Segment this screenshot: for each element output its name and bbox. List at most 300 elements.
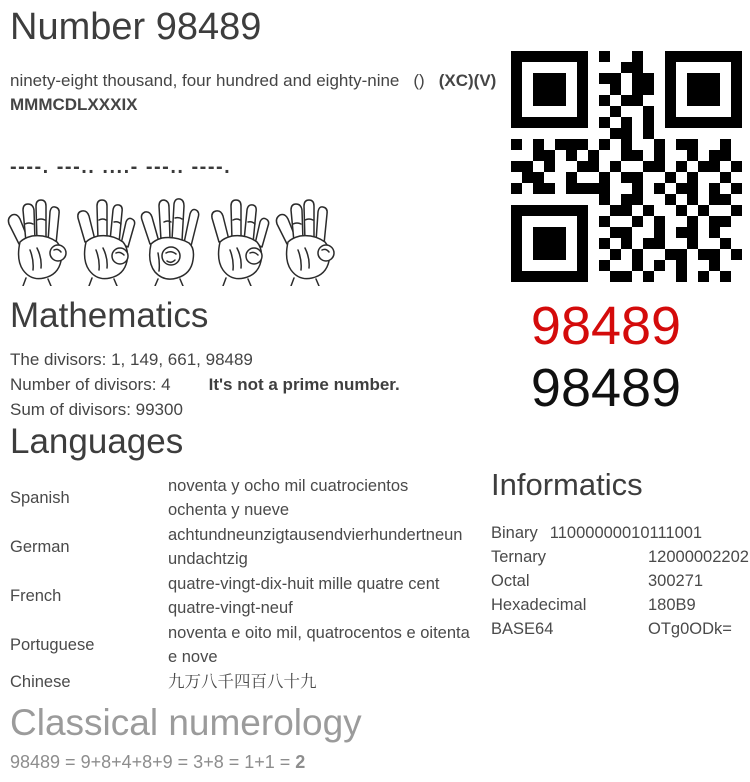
qr-module [643,271,654,282]
qr-module [731,249,742,260]
qr-module [555,205,566,216]
qr-module [533,128,544,139]
qr-module [654,106,665,117]
qr-module [709,271,720,282]
language-row [10,523,472,571]
qr-module [544,183,555,194]
qr-module [599,238,610,249]
qr-module [632,62,643,73]
qr-module [522,271,533,282]
qr-module [632,194,643,205]
informatics-value: 180B9 [648,596,696,614]
qr-module [632,161,643,172]
qr-module [687,161,698,172]
qr-module [720,216,731,227]
qr-module [709,150,720,161]
language-value: 九万八千四百八十九 [168,673,317,691]
qr-module [632,216,643,227]
qr-module [643,128,654,139]
qr-module [654,260,665,271]
qr-module [632,106,643,117]
language-row [10,621,472,669]
qr-module [687,106,698,117]
qr-module [522,117,533,128]
qr-module [610,172,621,183]
qr-module [566,62,577,73]
qr-module [632,128,643,139]
qr-module [709,139,720,150]
qr-module [533,172,544,183]
qr-module [709,183,720,194]
qr-module [588,95,599,106]
qr-module [544,238,555,249]
qr-module [654,128,665,139]
qr-module [654,139,665,150]
qr-module [621,117,632,128]
qr-module [511,271,522,282]
numerology-equation [10,752,305,773]
language-label: German [10,537,70,556]
qr-module [731,271,742,282]
qr-module [621,106,632,117]
qr-module [643,260,654,271]
hand-sign-4-icon [140,198,206,286]
qr-module [566,128,577,139]
qr-module [643,227,654,238]
qr-module [687,216,698,227]
qr-module [687,128,698,139]
qr-module [566,205,577,216]
qr-module [731,161,742,172]
qr-module [687,62,698,73]
informatics-heading: Informatics [491,467,643,502]
number-in-words-block [10,69,530,117]
qr-module [610,106,621,117]
qr-module [687,51,698,62]
qr-module [632,95,643,106]
qr-module [566,150,577,161]
qr-module [599,194,610,205]
qr-module [621,260,632,271]
qr-module [720,62,731,73]
qr-module [522,216,533,227]
qr-module [676,106,687,117]
number-display-red: 98489 [530,296,682,356]
language-row [10,670,472,694]
qr-module [654,249,665,260]
qr-module [511,183,522,194]
qr-module [731,227,742,238]
qr-module [720,117,731,128]
qr-module [511,260,522,271]
qr-module [643,249,654,260]
qr-module [720,139,731,150]
qr-module [610,183,621,194]
qr-module [566,172,577,183]
qr-module [588,117,599,128]
qr-module [577,271,588,282]
qr-module [709,260,720,271]
qr-module [632,139,643,150]
qr-module [621,183,632,194]
qr-module [588,139,599,150]
qr-module [665,128,676,139]
qr-module [643,205,654,216]
informatics-row [491,521,749,545]
language-label: French [10,586,62,605]
qr-module [676,73,687,84]
hand-sign-9-icon [274,198,340,286]
qr-module [511,128,522,139]
qr-module [555,84,566,95]
qr-module [643,51,654,62]
qr-module [566,260,577,271]
qr-module [698,128,709,139]
qr-module [610,216,621,227]
informatics-row [491,593,749,617]
qr-module [566,194,577,205]
qr-module [555,73,566,84]
qr-module [566,73,577,84]
qr-module [698,139,709,150]
qr-module [566,84,577,95]
qr-module [698,150,709,161]
qr-module [676,205,687,216]
qr-module [522,73,533,84]
prime-note: It's not a prime number. [208,375,400,394]
qr-module [599,183,610,194]
qr-module [577,51,588,62]
language-value: noventa y ocho mil cuatrocientos ochenta y nueve [168,477,409,519]
qr-module [555,238,566,249]
informatics-label: Octal [491,572,530,590]
qr-module [533,95,544,106]
qr-module [544,95,555,106]
qr-module [555,227,566,238]
qr-module [720,238,731,249]
qr-module [577,172,588,183]
qr-module [599,271,610,282]
numerology-result: 2 [295,752,306,772]
qr-module [632,150,643,161]
qr-module [621,271,632,282]
qr-module [676,84,687,95]
informatics-label: Hexadecimal [491,596,587,614]
qr-module [731,260,742,271]
qr-module [687,238,698,249]
qr-module [555,95,566,106]
qr-module [544,51,555,62]
qr-module [533,216,544,227]
qr-module [511,194,522,205]
informatics-row [491,617,749,641]
qr-module [665,249,676,260]
qr-module [621,205,632,216]
qr-module [555,216,566,227]
qr-module [654,117,665,128]
informatics-label: Ternary [491,548,547,566]
qr-module [511,139,522,150]
qr-module [610,161,621,172]
qr-module [665,62,676,73]
qr-module [698,249,709,260]
language-value: quatre-vingt-dix-huit mille quatre cent quatre-vingt-neuf [168,575,440,617]
qr-module [731,238,742,249]
qr-module [610,84,621,95]
informatics-value: OTg0ODk= [648,620,732,638]
qr-module [577,238,588,249]
qr-module [511,51,522,62]
qr-module [665,194,676,205]
qr-module [698,117,709,128]
qr-module [555,172,566,183]
qr-module [555,139,566,150]
qr-module [720,51,731,62]
qr-module [632,271,643,282]
qr-module [654,161,665,172]
qr-module [676,51,687,62]
informatics-label: Binary [491,524,538,542]
qr-module [687,194,698,205]
qr-module [698,271,709,282]
qr-module [566,95,577,106]
qr-module [665,172,676,183]
qr-module [610,51,621,62]
mathematics-facts [10,347,400,422]
qr-module [555,161,566,172]
qr-module [610,139,621,150]
qr-module [687,139,698,150]
qr-module [676,139,687,150]
qr-module [577,205,588,216]
qr-module [698,205,709,216]
qr-module [533,84,544,95]
qr-module [610,194,621,205]
qr-module [665,183,676,194]
qr-module [544,84,555,95]
qr-module [621,62,632,73]
qr-module [731,216,742,227]
qr-module [621,172,632,183]
qr-module [621,161,632,172]
qr-module [599,150,610,161]
empty-parens: () [413,71,425,90]
qr-module [533,117,544,128]
qr-module [599,95,610,106]
qr-module [665,150,676,161]
qr-module [533,62,544,73]
qr-module [522,84,533,95]
qr-module [577,139,588,150]
sum-of-divisors-line: Sum of divisors: 99300 [10,400,183,419]
qr-module [731,139,742,150]
qr-module [720,84,731,95]
qr-module [720,205,731,216]
qr-module [709,62,720,73]
qr-module [643,194,654,205]
qr-module [544,150,555,161]
qr-module [533,161,544,172]
qr-module [698,183,709,194]
qr-module [698,238,709,249]
qr-module [665,139,676,150]
qr-module [643,150,654,161]
hand-sign-9-icon [6,198,72,286]
qr-module [599,260,610,271]
language-label: Portuguese [10,635,95,654]
qr-module [698,62,709,73]
qr-module [731,73,742,84]
qr-module [522,249,533,260]
qr-module [643,172,654,183]
qr-module [599,161,610,172]
qr-module [720,183,731,194]
qr-module [676,161,687,172]
qr-module [566,271,577,282]
qr-module [588,172,599,183]
qr-module [687,227,698,238]
qr-module [654,194,665,205]
qr-module [676,249,687,260]
qr-module [610,205,621,216]
qr-module [665,84,676,95]
qr-module [577,106,588,117]
qr-module [544,62,555,73]
qr-module [577,128,588,139]
qr-module [588,194,599,205]
qr-module [665,238,676,249]
qr-module [687,117,698,128]
qr-module [665,205,676,216]
qr-module [588,106,599,117]
qr-module [533,227,544,238]
informatics-row [491,569,749,593]
qr-module [731,205,742,216]
qr-module [687,84,698,95]
qr-module [555,194,566,205]
qr-module [511,117,522,128]
qr-module [709,161,720,172]
qr-module [577,216,588,227]
qr-module [621,95,632,106]
qr-module [709,172,720,183]
qr-module [599,139,610,150]
qr-module [511,249,522,260]
qr-module [511,73,522,84]
informatics-value: 12000002202 [648,548,749,566]
qr-module [654,227,665,238]
qr-module [610,260,621,271]
divisor-count: Number of divisors: 4 [10,375,171,394]
page-title: Number 98489 [10,6,262,48]
qr-module [665,117,676,128]
qr-module [588,128,599,139]
qr-module [709,73,720,84]
qr-module [533,51,544,62]
qr-module [599,227,610,238]
qr-module [566,139,577,150]
qr-module [709,227,720,238]
qr-module [566,183,577,194]
qr-module [522,161,533,172]
qr-module [654,84,665,95]
qr-module [522,260,533,271]
qr-module [588,238,599,249]
finger-counting-hands [6,198,341,286]
qr-module [720,172,731,183]
qr-module [566,161,577,172]
qr-module [676,128,687,139]
qr-module [533,205,544,216]
qr-module [511,172,522,183]
qr-module [599,249,610,260]
qr-module [621,73,632,84]
qr-module [643,139,654,150]
qr-module [632,51,643,62]
qr-module [698,84,709,95]
qr-module [621,139,632,150]
qr-module [555,128,566,139]
qr-module [588,84,599,95]
qr-module [643,106,654,117]
qr-module [566,117,577,128]
language-label: Spanish [10,488,70,507]
qr-module [654,183,665,194]
numerology-heading: Classical numerology [10,702,362,743]
qr-module [533,249,544,260]
qr-module [621,249,632,260]
qr-module [577,84,588,95]
qr-module [555,106,566,117]
qr-module [654,238,665,249]
qr-module [577,161,588,172]
qr-module [632,260,643,271]
qr-module [731,51,742,62]
qr-module [731,172,742,183]
qr-code [511,51,742,282]
qr-module [511,205,522,216]
qr-module [577,150,588,161]
qr-module [654,205,665,216]
number-words: ninety-eight thousand, four hundred and eighty-nine [10,71,400,90]
qr-module [511,62,522,73]
qr-module [533,260,544,271]
qr-module [676,62,687,73]
qr-module [588,249,599,260]
qr-module [544,260,555,271]
qr-module [643,95,654,106]
qr-module [522,205,533,216]
qr-module [511,84,522,95]
qr-module [555,51,566,62]
qr-module [588,271,599,282]
qr-module [676,238,687,249]
qr-module [654,95,665,106]
qr-module [665,73,676,84]
qr-module [731,62,742,73]
qr-module [533,194,544,205]
qr-module [720,194,731,205]
qr-module [566,106,577,117]
language-value: noventa e oito mil, quatrocentos e oitenta e nove [168,624,470,666]
qr-module [709,117,720,128]
qr-module [555,150,566,161]
qr-module [511,161,522,172]
qr-module [522,238,533,249]
informatics-value: 300271 [648,572,704,590]
qr-module [522,95,533,106]
qr-module [709,128,720,139]
